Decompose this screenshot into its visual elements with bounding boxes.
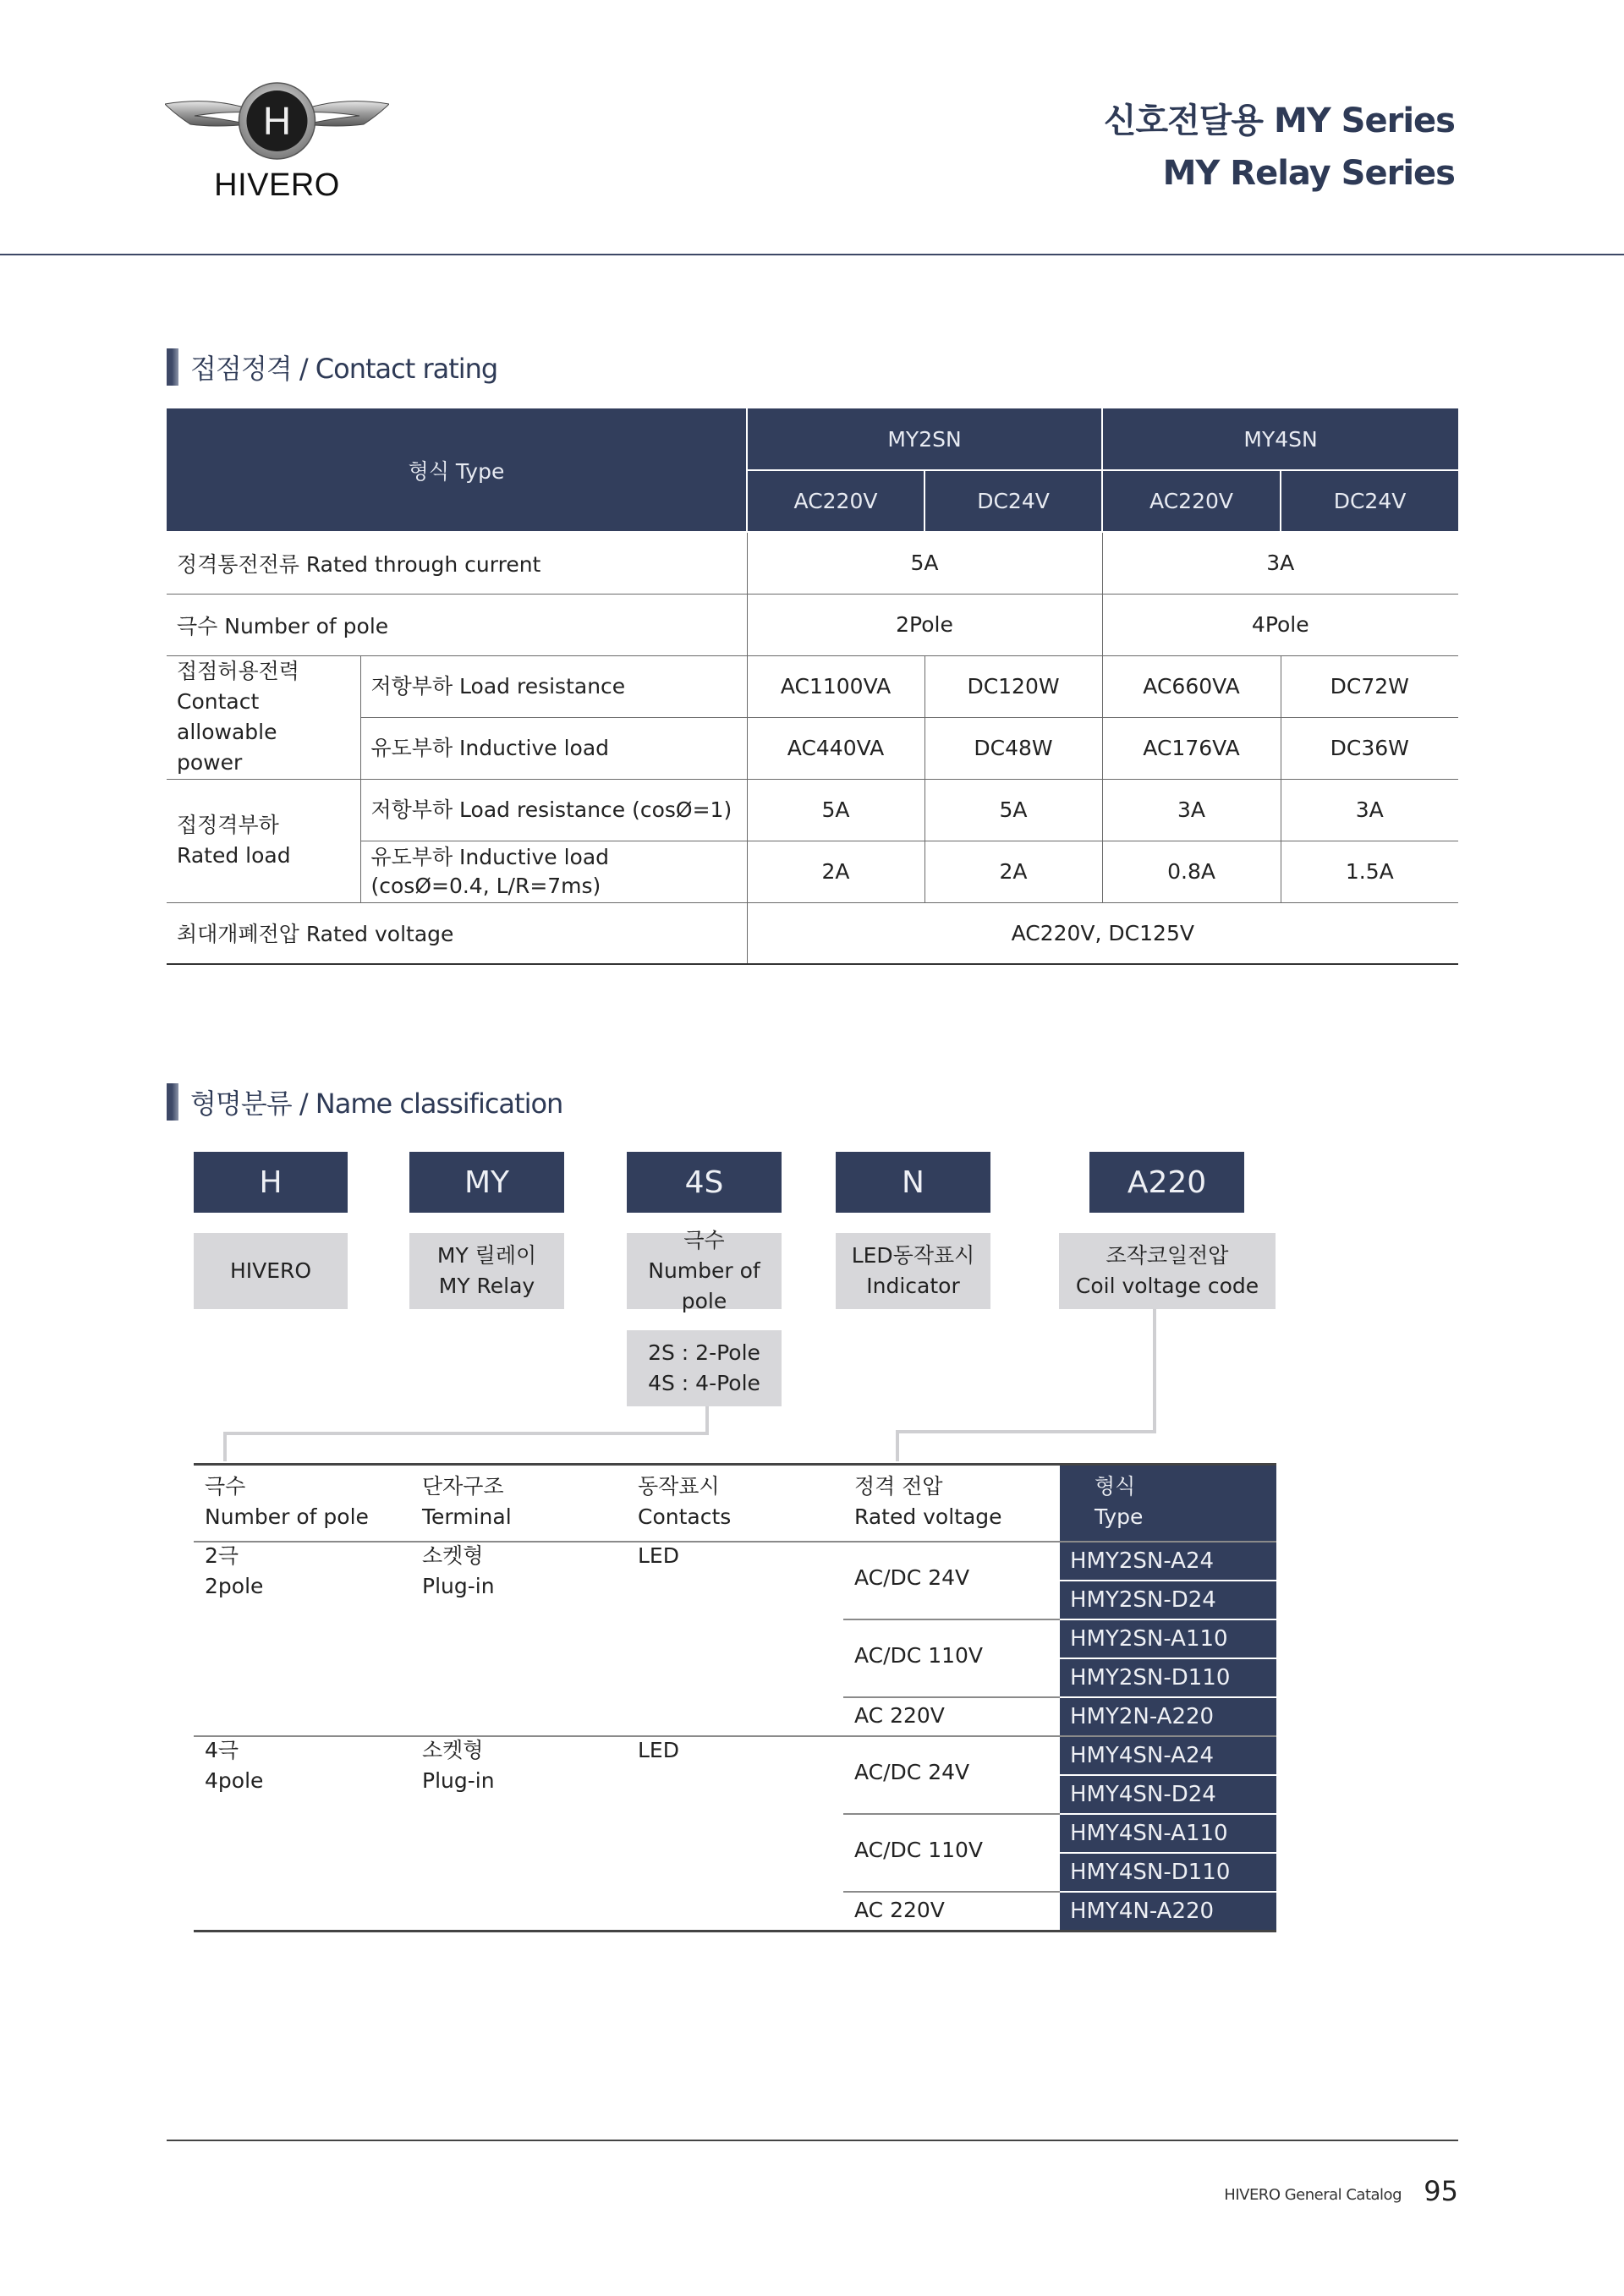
cell-value: 2A [924,841,1102,902]
voltage-label: AC/DC 24V [854,1760,970,1784]
cell-value: 2Pole [747,594,1102,655]
group-terminal: 소켓형 Plug-in [422,1543,495,1598]
group-contacts: LED [638,1543,679,1568]
code-block-voltage: A220 [1089,1152,1244,1213]
logo-text: HIVERO [214,167,340,203]
voltage-label: AC/DC 24V [854,1565,970,1590]
table-top-rule [194,1463,1276,1466]
cell-value: 0.8A [1102,841,1281,902]
row-label: 유도부하 Inductive load [360,717,747,779]
desc-line: Number of pole [648,1258,760,1313]
group-terminal: 소켓형 Plug-in [422,1738,495,1793]
label-line: 유도부하 Inductive load [370,844,610,869]
cell-value: DC36W [1281,717,1458,779]
voltage-label: AC/DC 110V [854,1838,984,1862]
connector-pole [225,1406,707,1461]
header-voltage: 정격 전압 Rated voltage [854,1474,1002,1529]
type-code: HMY2SN-A24 [1060,1543,1276,1580]
header-pole: 극수 Number of pole [205,1474,369,1529]
group-pole: 2극 2pole [205,1543,264,1598]
desc-line: Coil voltage code [1075,1274,1259,1298]
cell-value: 1.5A [1281,841,1458,902]
desc-line: MY 릴레이 [436,1243,537,1268]
code-block-h: H [194,1152,348,1213]
footer-divider [167,2140,1458,2141]
catalog-label: HIVERO General Catalog [1224,2186,1402,2204]
table-bottom-rule [194,1930,1276,1932]
cell-value: 3A [1102,532,1458,594]
cell-value: DC120W [924,655,1102,717]
header-type: 형식 Type [1095,1474,1144,1529]
sub-header: AC220V [747,470,924,532]
cell-value: AC176VA [1102,717,1281,779]
type-code: HMY4SN-A24 [1060,1737,1276,1774]
pole-option: 2S : 2-Pole [648,1340,760,1365]
cell-value: 3A [1281,779,1458,841]
logo-letter: H [262,99,292,143]
type-code: HMY4SN-A110 [1060,1815,1276,1852]
cell-value: 3A [1102,779,1281,841]
header-terminal: 단자구조 Terminal [422,1474,512,1529]
contact-rating-title: 접점정격 / Contact rating [190,353,498,385]
cell-value: 5A [924,779,1102,841]
row-label: 저항부하 Load resistance (cosØ=1) [360,779,747,841]
label-line: (cosØ=0.4, L/R=7ms) [370,873,601,898]
desc-line: LED동작표시 [851,1243,975,1268]
desc-line: 극수 [683,1228,725,1252]
code-block-my: MY [409,1152,564,1213]
group-pole: 4극 4pole [205,1738,264,1793]
page-title-line1: 신호전달용 MY Series [1103,101,1455,140]
cell-value: AC1100VA [747,655,924,717]
type-code: HMY2SN-A110 [1060,1620,1276,1658]
pole-option: 4S : 4-Pole [648,1371,760,1395]
group-header-my4sn: MY4SN [1102,408,1458,470]
desc-line: HIVERO [229,1258,312,1283]
voltage-rule [843,1813,1060,1815]
group-contacts: LED [638,1738,679,1762]
label-line: 접점허용전력 [177,659,299,683]
header-contacts: 동작표시 Contacts [638,1474,732,1529]
type-header-bg [1060,1463,1276,1541]
type-code: HMY4N-A220 [1060,1893,1276,1930]
voltage-rule [843,1619,1060,1620]
type-table [194,1463,1276,1930]
type-code: HMY2SN-D110 [1060,1659,1276,1696]
sub-header: DC24V [1281,470,1458,532]
label-line: power [177,750,243,775]
cell-value: AC660VA [1102,655,1281,717]
cell-value: 2A [747,841,924,902]
type-code: HMY4SN-D110 [1060,1854,1276,1891]
voltage-label: AC 220V [854,1703,945,1728]
voltage-label: AC 220V [854,1898,945,1922]
page-title-line2: MY Relay Series [1162,154,1455,193]
page-number: 95 [1424,2175,1458,2207]
cell-value: DC48W [924,717,1102,779]
group-header-my2sn: MY2SN [747,408,1102,470]
sub-header: AC220V [1102,470,1281,532]
row-label: 저항부하 Load resistance [360,655,747,717]
label-line: Rated load [177,843,291,868]
desc-line: Indicator [866,1274,960,1298]
type-header: 형식 Type [167,408,747,532]
row-label: 최대개폐전압 Rated voltage [167,902,747,964]
voltage-label: AC/DC 110V [854,1643,984,1668]
sub-header: DC24V [924,470,1102,532]
desc-line: MY Relay [438,1274,535,1298]
cell-value: AC440VA [747,717,924,779]
row-label: 정격통전전류 Rated through current [167,532,747,594]
row-label: 극수 Number of pole [167,594,747,655]
connector-voltage [897,1309,1155,1461]
cell-value: AC220V, DC125V [747,902,1458,964]
cell-value: 4Pole [1102,594,1458,655]
desc-line: 조작코일전압 [1106,1243,1229,1268]
cell-value: DC72W [1281,655,1458,717]
cell-value: 5A [747,779,924,841]
label-line: 접정격부하 [177,813,279,837]
type-code: HMY2N-A220 [1060,1698,1276,1735]
label-line: Contact allowable [177,689,277,744]
name-classification-title: 형명분류 / Name classification [190,1088,563,1120]
type-code: HMY4SN-D24 [1060,1776,1276,1813]
cell-value: 5A [747,532,1102,594]
type-code: HMY2SN-D24 [1060,1581,1276,1619]
code-block-pole: 4S [627,1152,782,1213]
code-block-indicator: N [836,1152,990,1213]
